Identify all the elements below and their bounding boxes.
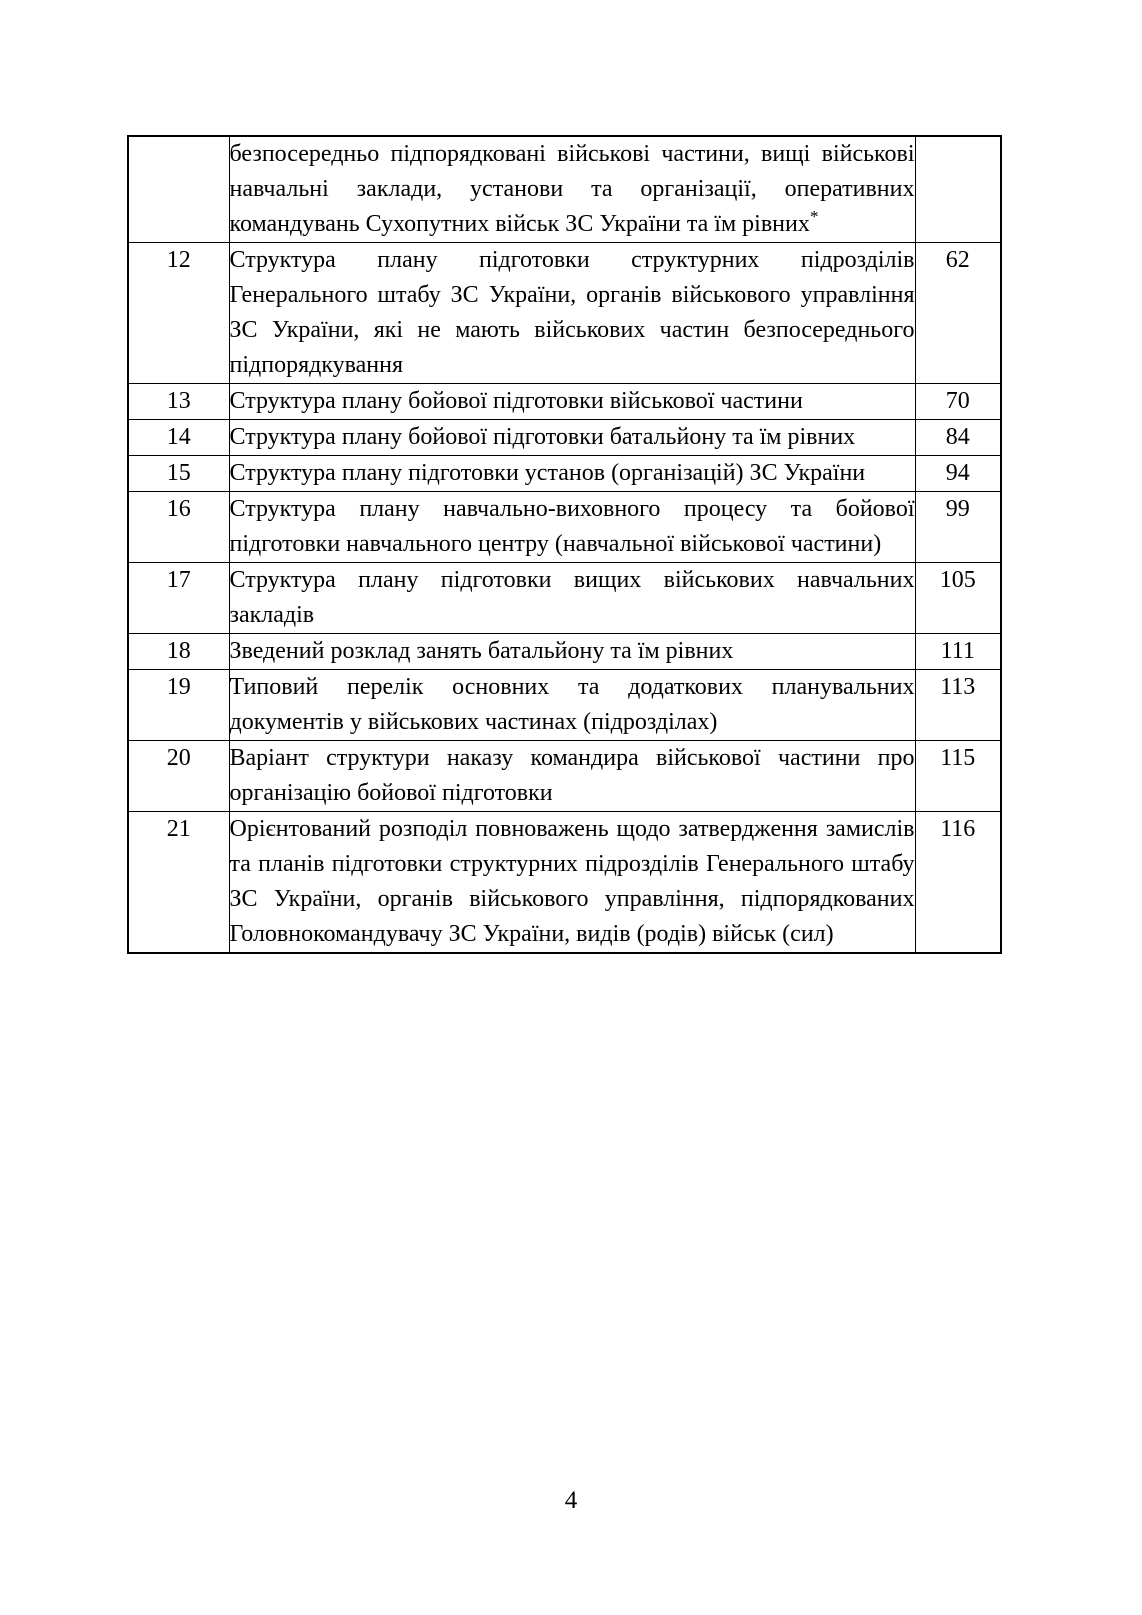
table-row — [128, 136, 1001, 243]
row-number-cell: 16 — [128, 492, 229, 563]
row-number-cell: 21 — [128, 812, 229, 954]
row-number-cell: 18 — [128, 634, 229, 670]
row-number-cell: 14 — [128, 420, 229, 456]
table-row — [128, 563, 1001, 634]
table-row — [128, 456, 1001, 492]
row-title-cell — [229, 812, 915, 954]
row-title-text: безпосередньо підпорядковані військові частини, вищі військові навчальні заклади, установи та організації, оперативних командувань Сухопутних військ ЗС України та їм рівних — [229, 141, 915, 237]
row-title-cell — [229, 384, 915, 420]
row-page-cell: 115 — [915, 741, 1001, 812]
row-page-cell: 116 — [915, 812, 1001, 954]
table-row — [128, 634, 1001, 670]
row-page-cell: 113 — [915, 670, 1001, 741]
row-title-text: Структура плану навчально-виховного процесу та бойової підготовки навчального центру (навчальної військової частини) — [229, 496, 915, 557]
row-page-cell: 84 — [915, 420, 1001, 456]
row-title-cell — [229, 456, 915, 492]
row-title-cell — [229, 741, 915, 812]
row-title-text: Орієнтований розподіл повноважень щодо затвердження замислів та планів підготовки структурних підрозділів Генерального штабу ЗС України, органів військового управління, підпорядкованих Головнокомандувачу ЗС України, видів (родів) військ (сил) — [229, 816, 915, 947]
table-row — [128, 670, 1001, 741]
row-title-text: Типовий перелік основних та додаткових планувальних документів у військових частинах (підрозділах) — [229, 674, 915, 735]
row-title-cell — [229, 136, 915, 243]
row-title-cell — [229, 634, 915, 670]
table-row — [128, 384, 1001, 420]
row-page-cell: 99 — [915, 492, 1001, 563]
row-title-text: Структура плану підготовки вищих військових навчальних закладів — [229, 567, 915, 628]
row-title-cell — [229, 563, 915, 634]
row-page-cell: 105 — [915, 563, 1001, 634]
row-title-cell — [229, 670, 915, 741]
row-number-cell: 15 — [128, 456, 229, 492]
row-number-cell: 20 — [128, 741, 229, 812]
row-title-text: Структура плану бойової підготовки батальйону та їм рівних — [229, 424, 856, 450]
row-title-text: Варіант структури наказу командира військової частини про організацію бойової підготовки — [229, 745, 915, 806]
table-row — [128, 492, 1001, 563]
row-title-cell — [229, 243, 915, 384]
page-number: 4 — [564, 1487, 578, 1514]
row-page-cell: 111 — [915, 634, 1001, 670]
table-of-contents-table — [127, 135, 1002, 954]
table-row — [128, 741, 1001, 812]
row-title-text: Структура плану бойової підготовки військової частини — [229, 388, 803, 414]
row-page-cell: 94 — [915, 456, 1001, 492]
row-title-cell — [229, 420, 915, 456]
table-row — [128, 243, 1001, 384]
row-title-cell — [229, 492, 915, 563]
row-title-text: Зведений розклад занять батальйону та їм рівних — [229, 638, 734, 664]
row-page-cell: 62 — [915, 243, 1001, 384]
row-title-text: Структура плану підготовки структурних підрозділів Генерального штабу ЗС України, органів військового управління ЗС України, які не мають військових частин безпосереднього підпорядкування — [229, 247, 915, 378]
row-page-cell — [915, 136, 1001, 243]
table-row — [128, 420, 1001, 456]
row-number-cell — [128, 136, 229, 243]
row-title-text: Структура плану підготовки установ (організацій) ЗС України — [229, 460, 866, 486]
table-body — [128, 136, 1001, 953]
row-page-cell: 70 — [915, 384, 1001, 420]
row-number-cell: 17 — [128, 563, 229, 634]
row-number-cell: 19 — [128, 670, 229, 741]
footnote-marker: * — [809, 207, 819, 226]
row-number-cell: 12 — [128, 243, 229, 384]
row-number-cell: 13 — [128, 384, 229, 420]
table-row — [128, 812, 1001, 954]
